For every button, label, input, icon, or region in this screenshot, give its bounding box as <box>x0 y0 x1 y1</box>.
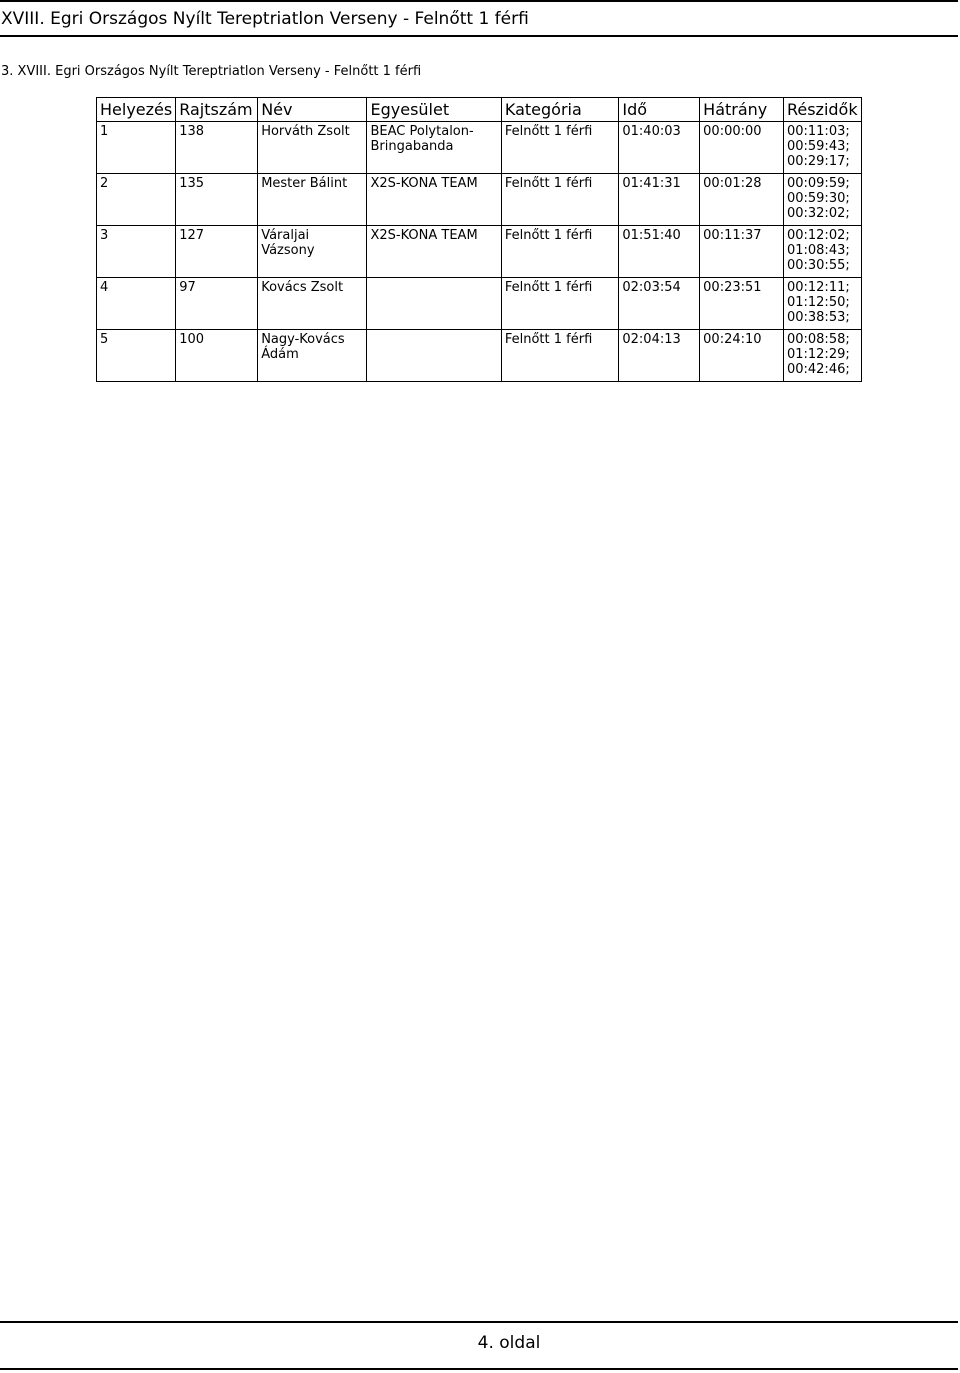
cell-gap: 00:23:51 <box>700 278 784 330</box>
split-time: 00:11:03; <box>786 124 850 139</box>
section-title: 3. XVIII. Egri Országos Nyílt Tereptriatlon Verseny - Felnőtt 1 férfi <box>1 64 422 79</box>
page-footer <box>0 1321 958 1370</box>
page-number: 4. oldal <box>477 1333 541 1353</box>
split-time: 00:32:02; <box>786 206 850 221</box>
split-time: 00:59:43; <box>786 139 850 154</box>
cell-gap: 00:00:00 <box>700 122 784 174</box>
cell-club <box>367 278 501 330</box>
cell-splits <box>783 174 861 226</box>
cell-gap: 00:11:37 <box>700 226 784 278</box>
split-time: 00:12:11; <box>786 280 850 295</box>
cell-place: 4 <box>97 278 176 330</box>
split-time: 00:12:02; <box>786 228 850 243</box>
split-time: 00:30:55; <box>786 258 850 273</box>
cell-bib: 138 <box>176 122 258 174</box>
cell-time: 02:04:13 <box>619 330 700 382</box>
table-row <box>97 174 862 226</box>
cell-category: Felnőtt 1 férfi <box>501 330 619 382</box>
cell-splits <box>783 226 861 278</box>
column-header-time: Idő <box>619 98 700 122</box>
table-row <box>97 122 862 174</box>
column-header-category: Kategória <box>501 98 619 122</box>
split-time: 00:29:17; <box>786 154 850 169</box>
cell-name: Mester Bálint <box>258 174 367 226</box>
column-header-bib: Rajtszám <box>176 98 258 122</box>
cell-name: Nagy-Kovács Ádám <box>258 330 367 382</box>
cell-club <box>367 330 501 382</box>
table-header-row <box>97 98 862 122</box>
cell-category: Felnőtt 1 férfi <box>501 278 619 330</box>
cell-time: 02:03:54 <box>619 278 700 330</box>
cell-gap: 00:24:10 <box>700 330 784 382</box>
cell-club: X2S-KONA TEAM <box>367 174 501 226</box>
column-header-place: Helyezés <box>97 98 176 122</box>
cell-gap: 00:01:28 <box>700 174 784 226</box>
cell-bib: 135 <box>176 174 258 226</box>
split-time: 00:59:30; <box>786 191 850 206</box>
cell-category: Felnőtt 1 férfi <box>501 226 619 278</box>
cell-name: Váraljai Vázsony <box>258 226 367 278</box>
cell-place: 1 <box>97 122 176 174</box>
results-table <box>96 97 862 382</box>
cell-club: BEAC Polytalon-Bringabanda <box>367 122 501 174</box>
cell-time: 01:51:40 <box>619 226 700 278</box>
cell-time: 01:41:31 <box>619 174 700 226</box>
cell-place: 3 <box>97 226 176 278</box>
cell-category: Felnőtt 1 férfi <box>501 174 619 226</box>
column-header-club: Egyesület <box>367 98 501 122</box>
cell-bib: 100 <box>176 330 258 382</box>
split-time: 01:12:29; <box>786 347 850 362</box>
split-time: 00:08:58; <box>786 332 850 347</box>
split-time: 01:08:43; <box>786 243 850 258</box>
page-header <box>0 0 958 37</box>
table-row <box>97 278 862 330</box>
page-header-title: XVIII. Egri Országos Nyílt Tereptriatlon Verseny - Felnőtt 1 férfi <box>1 9 529 29</box>
table-row <box>97 226 862 278</box>
cell-splits <box>783 122 861 174</box>
split-time: 00:38:53; <box>786 310 850 325</box>
split-time: 01:12:50; <box>786 295 850 310</box>
cell-club: X2S-KONA TEAM <box>367 226 501 278</box>
column-header-name: Név <box>258 98 367 122</box>
cell-category: Felnőtt 1 férfi <box>501 122 619 174</box>
split-time: 00:09:59; <box>786 176 850 191</box>
column-header-splits: Részidők <box>783 98 861 122</box>
cell-bib: 97 <box>176 278 258 330</box>
cell-bib: 127 <box>176 226 258 278</box>
cell-splits <box>783 278 861 330</box>
cell-name: Kovács Zsolt <box>258 278 367 330</box>
cell-splits <box>783 330 861 382</box>
cell-place: 5 <box>97 330 176 382</box>
cell-place: 2 <box>97 174 176 226</box>
cell-name: Horváth Zsolt <box>258 122 367 174</box>
table-row <box>97 330 862 382</box>
column-header-gap: Hátrány <box>700 98 784 122</box>
split-time: 00:42:46; <box>786 362 850 377</box>
cell-time: 01:40:03 <box>619 122 700 174</box>
